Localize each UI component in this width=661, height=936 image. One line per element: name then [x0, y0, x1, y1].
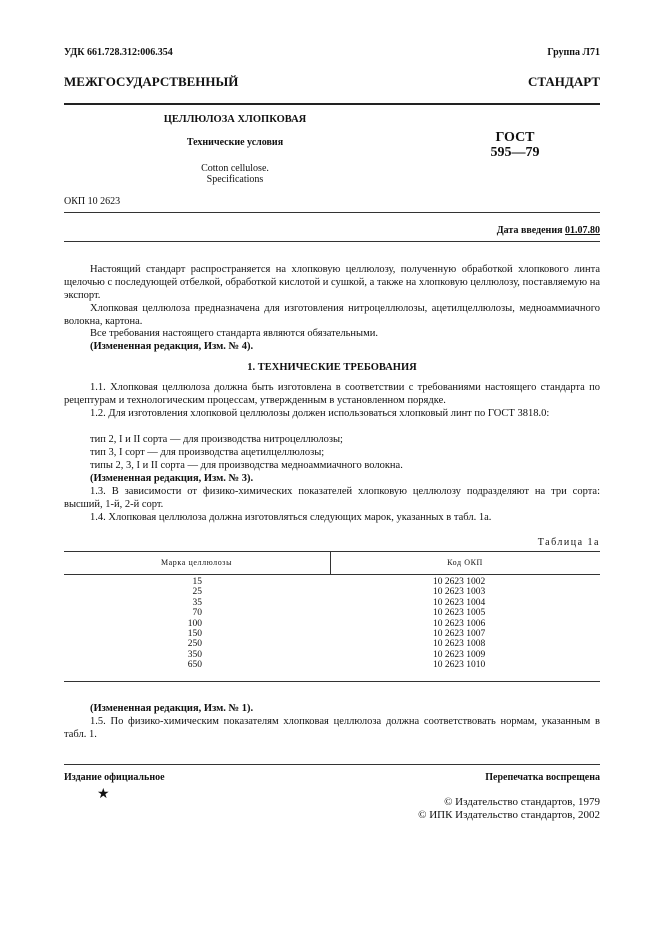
header-rule — [64, 103, 600, 105]
intro-change-note: (Измененная редакция, Изм. № 4). — [90, 341, 254, 352]
table-top-rule — [64, 551, 600, 552]
table-cell-grade: 100 — [187, 618, 202, 629]
copyright-1979: © Издательство стандартов, 1979 — [444, 796, 600, 808]
table-caption: Таблица 1а — [537, 537, 600, 548]
gost-label: ГОСТ — [495, 130, 535, 145]
list-item-2: тип 3, I сорт — для производства ацетилцеллюлозы; — [90, 447, 325, 458]
table-cell-okp: 10 2623 1006 — [433, 618, 486, 629]
table-cell-okp: 10 2623 1008 — [433, 639, 486, 650]
list-item-1: тип 2, I и II сорта — для производства нитроцеллюлозы; — [90, 434, 343, 445]
copyright-2002: © ИПК Издательство стандартов, 2002 — [418, 809, 600, 821]
intro-paragraph-2: Хлопковая целлюлоза предназначена для изготовления нитроцеллюлозы, ацетилцеллюлозы, медноаммиачного волокна, картона. — [64, 303, 600, 327]
date-label: Дата введения — [496, 225, 563, 236]
intro-paragraph-3: Все требования настоящего стандарта являются обязательными. — [90, 328, 378, 339]
clause-1-5: 1.5. По физико-химическим показателям хлопковая целлюлоза должна соответствовать нормам, указанным в табл. 1. — [64, 716, 600, 740]
table-cell-grade: 150 — [187, 629, 202, 640]
okp-rule — [64, 212, 600, 213]
udk-code: УДК 661.728.312:006.354 — [64, 47, 173, 58]
table-cell-grade: 15 — [192, 577, 202, 587]
standard-banner: МЕЖГОСУДАРСТВЕННЫЙ СТАНДАРТ — [64, 74, 600, 89]
document-subtitle: Технические условия — [186, 137, 284, 148]
column-header-grade: Марка целлюлозы — [160, 558, 233, 567]
clause-1-1: 1.1. Хлопковая целлюлоза должна быть изготовлена в соответствии с требованиями настоящего стандарта по рецептурам и технологическим процессам, утвержденным в установленном порядке. — [64, 382, 600, 406]
clause-1-4: 1.4. Хлопковая целлюлоза должна изготовляться следующих марок, указанных в табл. 1а. — [90, 512, 492, 523]
effective-date — [497, 225, 600, 236]
table-cell-okp: 10 2623 1005 — [433, 608, 486, 619]
table-cell-okp: 10 2623 1010 — [433, 660, 486, 671]
table-cell-grade: 650 — [187, 660, 202, 671]
section-heading: 1. ТЕХНИЧЕСКИЕ ТРЕБОВАНИЯ — [247, 362, 417, 373]
okp-code: ОКП 10 2623 — [64, 196, 121, 207]
intro-paragraph-1: Настоящий стандарт распространяется на хлопковую целлюлозу, полученную обработкой хлопкового линта щелочью с последующей отбелкой, обработкой кислотой и сушкой, а также на хлопковую целлюлозу, поставляемую на экспорт. — [64, 264, 600, 301]
date-rule — [64, 241, 600, 242]
gost-number: 595—79 — [490, 145, 540, 160]
table-cell-okp: 10 2623 1003 — [433, 587, 486, 598]
list-item-3: типы 2, 3, I и II сорта — для производства медноаммиачного волокна. — [90, 460, 403, 471]
change-note-1: (Измененная редакция, Изм. № 1). — [90, 703, 254, 714]
table-cell-okp: 10 2623 1002 — [433, 577, 486, 587]
english-subtitle: Specifications — [206, 174, 264, 185]
okp-column — [433, 577, 553, 671]
english-title: Cotton cellulose. — [201, 163, 269, 174]
table-cell-okp: 10 2623 1007 — [433, 629, 486, 640]
reprint-prohibited: Перепечатка воспрещена — [485, 772, 600, 783]
column-header-okp: Код ОКП — [447, 558, 483, 567]
document-title: ЦЕЛЛЮЛОЗА ХЛОПКОВАЯ — [163, 114, 307, 125]
clause-1-2: 1.2. Для изготовления хлопковой целлюлозы должен использоваться хлопковый линт по ГОСТ 3818.0: — [90, 408, 550, 419]
table-bottom-rule — [64, 681, 600, 682]
table-cell-okp: 10 2623 1004 — [433, 597, 486, 608]
grade-column — [150, 577, 202, 671]
star-icon: ★ — [97, 787, 110, 802]
table-header-divider — [330, 551, 331, 574]
table-cell-grade: 350 — [187, 649, 202, 660]
official-edition: Издание официальное — [64, 772, 165, 783]
gost-designation — [470, 130, 560, 160]
group-code: Группа Л71 — [547, 47, 600, 58]
footer-rule — [64, 764, 600, 765]
table-cell-okp: 10 2623 1009 — [433, 649, 486, 660]
table-cell-grade: 25 — [192, 587, 202, 598]
table-header-rule — [64, 574, 600, 575]
clause-1-3: 1.3. В зависимости от физико-химических показателей хлопковую целлюлозу подразделяют на три сорта: высший, 1-й, 2-й сорт. — [64, 486, 600, 510]
change-note-3: (Измененная редакция, Изм. № 3). — [90, 473, 254, 484]
table-cell-grade: 250 — [187, 639, 202, 650]
table-cell-grade: 35 — [192, 597, 202, 608]
table-cell-grade: 70 — [192, 608, 202, 619]
date-value: 01.07.80 — [565, 225, 600, 236]
